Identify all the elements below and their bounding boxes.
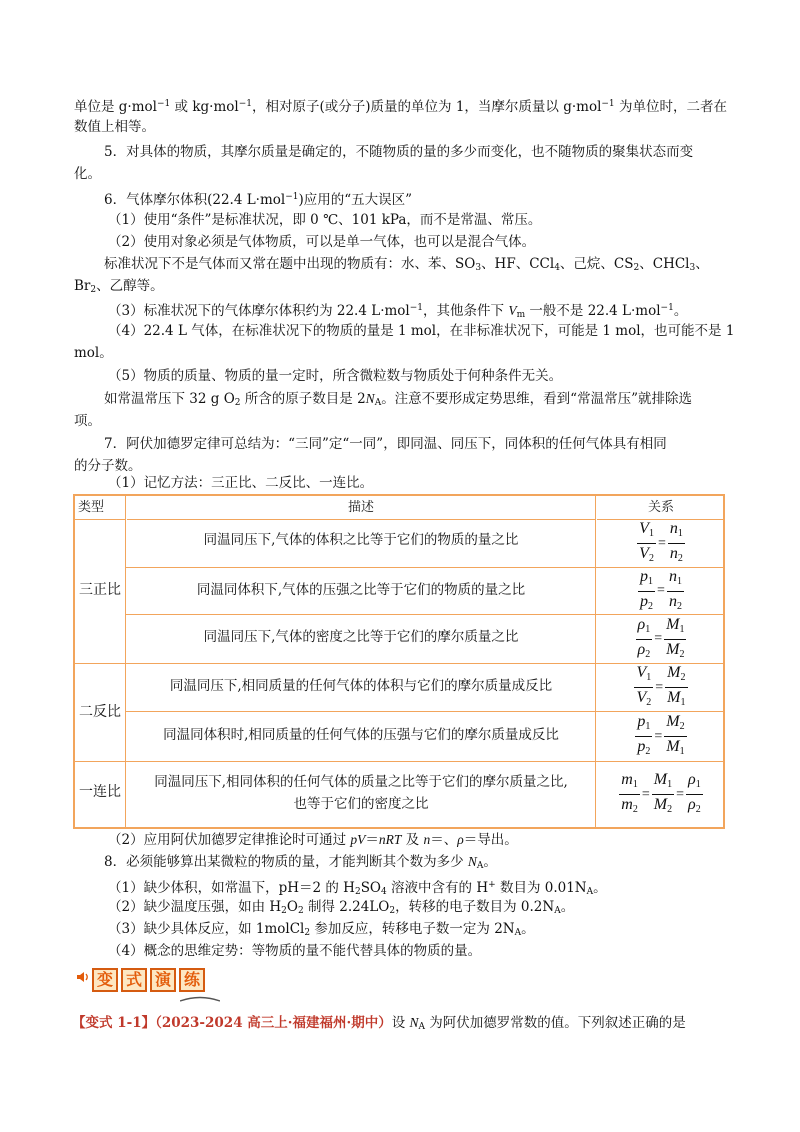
exercise-source: （2023-2024 高三上·福建福州·期中）: [155, 1015, 392, 1031]
item8-point-1: （1）缺少体积，如常温下，pH＝2 的 $H_2SO_4$ 溶液中含有的 H+ 数目为 $0.01N_A$。: [108, 880, 607, 897]
row-formula-6: $\frac{m_1}{m_2}$ = $\frac{M_1}{M_2}$ = $\frac{\rho_1}{\rho_2}$: [621, 771, 701, 815]
item6-point-2: （2）使用对象必须是气体物质，可以是单一气体，也可以是混合气体。: [108, 234, 536, 250]
row-desc-4: 同温同压下,相同质量的任何气体的体积与它们的摩尔质量成反比: [169, 678, 553, 694]
item6-example-line-2: 项。: [74, 413, 101, 429]
header-rel: 关系: [597, 496, 725, 520]
item6-point-4-cont: mol。: [74, 345, 113, 361]
item7-inference: （2）应用阿伏加德罗定律推论时可通过 pV＝nRT 及 n＝、ρ＝导出。: [108, 832, 518, 848]
item6-substances-line-1: 标准状况下不是气体而又常在题中出现的物质有：水、苯、$SO_3$、HF、CCl$_4$、己烷、$CS_2$、CHCl$_3$、: [104, 256, 709, 273]
item6-title: 6．气体摩尔体积(22.4 L·mol$^{-1}$)应用的“五大误区”: [104, 192, 413, 208]
row-formula-5: $\frac{p_1}{p_2}$ = $\frac{M_2}{M_1}$: [637, 713, 685, 757]
header-type: 类型: [75, 496, 125, 520]
exercise-tag: 【变式 1-1】: [72, 1015, 156, 1031]
row-desc-6b: 也等于它们的密度之比: [293, 796, 429, 812]
row-desc-5: 同温同体积时,相同质量的任何气体的压强与它们的摩尔质量成反比: [163, 727, 559, 743]
banner-char: 变: [92, 968, 118, 992]
banner-swoosh-decoration: [180, 996, 220, 1002]
banner-char: 练: [179, 968, 205, 992]
group-three-direct: 三正比: [79, 582, 121, 598]
row-desc-1: 同温同压下,气体的体积之比等于它们的物质的量之比: [203, 532, 519, 548]
item8-point-3: （3）缺少具体反应，如 1molCl$_2$ 参加反应，转移电子数一定为 $2N_A$。: [108, 921, 535, 938]
avogadro-table: [73, 494, 725, 829]
item6-point-3: （3）标准状况下的气体摩尔体积约为 22.4 L·mol$^{-1}$，其他条件下 $V_m$ 一般不是 22.4 L·mol$^{-1}$。: [108, 303, 688, 320]
molar-unit-line-2: 数值上相等。: [74, 119, 155, 135]
item7-line-2: 的分子数。: [74, 458, 142, 474]
group-one-chain: 一连比: [79, 784, 121, 800]
banner-char: 式: [121, 968, 147, 992]
col-divider-2: [595, 496, 596, 827]
row-formula-4: $\frac{V_1}{V_2}$ = $\frac{M_2}{M_1}$: [636, 664, 686, 708]
row-desc-2: 同温同体积下,气体的压强之比等于它们的物质的量之比: [196, 582, 526, 598]
item8-title: 8．必须能够算出某微粒的物质的量，才能判断其个数为多少 $N_A$。: [104, 854, 497, 871]
item6-point-1: （1）使用“条件”是标准状况，即 0 ℃、101 kPa，而不是常温、常压。: [108, 212, 542, 228]
item6-point-5: （5）物质的质量、物质的量一定时，所含微粒数与物质处于何种条件无关。: [108, 368, 563, 384]
banner-char: 演: [150, 968, 176, 992]
item8-point-4: （4）概念的思维定势：等物质的量不能代替具体的物质的量。: [108, 943, 482, 959]
item6-substances-line-2: $Br_2$、乙醇等。: [74, 278, 164, 295]
molar-unit-line-1: 单位是 g·mol$^{-1}$ 或 kg·mol$^{-1}$，相对原子(或分子)质量的单位为 1，当摩尔质量以 g·mol$^{-1}$ 为单位时，二者在: [74, 99, 727, 115]
row-desc-6a: 同温同压下,相同体积的任何气体的质量之比等于它们的摩尔质量之比,: [154, 774, 568, 790]
item5-line-2: 化。: [74, 166, 101, 182]
col-divider-1: [125, 496, 126, 827]
row-formula-3: $\frac{\rho_1}{\rho_2}$ = $\frac{M_1}{M_2}$: [637, 615, 685, 660]
row-formula-1: $\frac{V_1}{V_2}$ = $\frac{n_1}{n_2}$: [639, 520, 683, 564]
practice-banner: [76, 966, 226, 1002]
item7-memory-method: （1）记忆方法：三正比、二反比、一连比。: [108, 475, 374, 491]
exercise-heading: 【变式 1-1】（2023-2024 高三上·福建福州·期中）设 $N_A$ 为阿伏加德罗常数的值。下列叙述正确的是: [72, 1015, 686, 1032]
header-desc: 描述: [127, 496, 595, 520]
item5-line-1: 5．对具体的物质，其摩尔质量是确定的，不随物质的量的多少而变化，也不随物质的聚集状态而变: [104, 144, 694, 160]
item7-line-1: 7．阿伏加德罗定律可总结为：“三同”定“一同”，即同温、同压下，同体积的任何气体具有相同: [104, 436, 667, 452]
group-two-inverse: 二反比: [79, 704, 121, 720]
item6-example-line-1: 如常温常压下 32 g $O_2$ 所含的原子数目是 $2N_A$。注意不要形成定势思维，看到“常温常压”就排除选: [104, 391, 692, 408]
item8-point-2: （2）缺少温度压强，如由 $H_2O_2$ 制得 $2.24LO_2$，转移的电子数目为 $0.2N_A$。: [108, 899, 575, 916]
item6-point-4: （4）22.4 L 气体，在标准状况下的物质的量是 1 mol，在非标准状况下，可能是 1 mol，也可能不是 1: [108, 323, 735, 339]
row-formula-2: $\frac{p_1}{p_2}$ = $\frac{n_1}{n_2}$: [640, 567, 682, 612]
row-desc-3: 同温同压下,气体的密度之比等于它们的摩尔质量之比: [203, 629, 519, 645]
speaker-icon: [76, 970, 90, 984]
